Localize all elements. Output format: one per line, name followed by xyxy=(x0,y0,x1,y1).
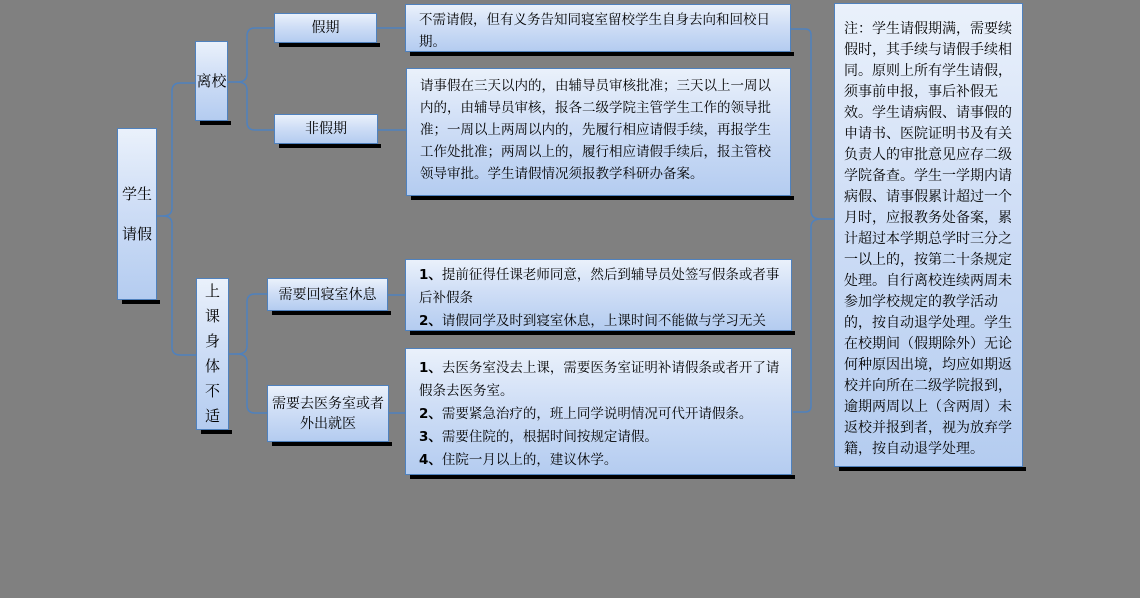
node-go-to-clinic-label: 需要去医务室或者外出就医 xyxy=(272,395,384,432)
connector-root-chevron xyxy=(163,208,172,224)
dorm-rule-number: 2、 xyxy=(419,313,442,329)
clinic-rule-number: 2、 xyxy=(419,406,442,422)
node-sick-in-class[interactable] xyxy=(196,278,229,430)
node-holiday-label: 假期 xyxy=(311,20,340,36)
clinic-rule-text: 去医务室没去上课，需要医务室证明补请假条或者开了请假条去医务室。 xyxy=(419,360,780,399)
node-back-to-dorm[interactable] xyxy=(267,278,388,311)
connector-leave-to-holiday xyxy=(247,28,274,74)
clinic-rule-item xyxy=(419,449,785,472)
dorm-rule-number: 1、 xyxy=(419,267,442,283)
node-non-holiday-label: 非假期 xyxy=(305,121,347,137)
clinic-rule-item xyxy=(419,426,785,449)
clinic-rule-item xyxy=(419,357,785,403)
connector-note-chevron xyxy=(811,211,821,227)
note-text: 注：学生请假期满，需要续假时，其手续与请假手续相同。原则上所有学生请假，须事前申报，事后补假无效。学生请病假、请事假的申请书、医院证明书及有关负责人的审批意见应存二级学院备查。学生一学期内请病假、请事假累计超过一个月时，应报教务处备案，累计超过本学期总学时三分之一以上的，按第二十条规定处理。自行离校连续两周未参加学校规定的教学活动的，按自动退学处理。学生在校期间（假期除外）无论何种原因出境，均应如期返校并向所在二级学院报到，逾期两周以上（含两周）未返校并报到者，视为放弃学籍，按自动退学处理。 xyxy=(844,21,1012,457)
dorm-rule-text: 请假同学及时到寝室休息，上课时间不能做与学习无关 xyxy=(441,313,766,329)
node-non-holiday[interactable] xyxy=(274,114,378,144)
connector-sick-to-dorm xyxy=(247,294,267,346)
connector-leave-chevron xyxy=(237,74,247,90)
connector-sick-to-clinic xyxy=(247,362,267,413)
clinic-rule-text: 需要紧急治疗的，班上同学说明情况可代开请假条。 xyxy=(441,406,753,422)
connector-root-to-sick xyxy=(172,224,196,355)
detail-clinic-rules[interactable] xyxy=(405,348,792,475)
note-box[interactable] xyxy=(834,3,1023,467)
clinic-rule-text: 需要住院的，根据时间按规定请假。 xyxy=(441,429,658,445)
detail-non-holiday-note-text: 请事假在三天以内的，由辅导员审核批准；三天以上一周以内的，由辅导员审核，报各二级学院主管学生工作的领导批准；一周以上两周以内的，先履行相应请假手续，再报学生工作处批准；两周以上的，履行相应请假手续后，报主管校领导审批。学生请假情况须报教学科研办备案。 xyxy=(420,78,771,182)
connector-bottom-to-note xyxy=(793,227,811,412)
detail-holiday-note[interactable] xyxy=(405,4,791,52)
detail-dorm-rules[interactable] xyxy=(405,259,792,331)
node-go-to-clinic[interactable] xyxy=(267,385,389,442)
node-student-leave[interactable] xyxy=(117,128,157,300)
connector-top-to-note xyxy=(791,29,811,211)
node-leave-school-label: 离校 xyxy=(196,72,227,90)
node-leave-school[interactable] xyxy=(195,41,228,121)
clinic-rule-text: 住院一月以上的，建议休学。 xyxy=(441,452,618,468)
connector-sick-chevron xyxy=(237,346,247,362)
clinic-rule-item xyxy=(419,403,785,426)
dorm-rule-item xyxy=(419,264,785,310)
node-back-to-dorm-label: 需要回寝室休息 xyxy=(278,286,377,303)
dorm-rule-text: 提前征得任课老师同意，然后到辅导员处签写假条或者事后补假条 xyxy=(419,267,780,306)
node-student-leave-label: 学生请假 xyxy=(121,185,152,243)
connector-leave-to-nonholiday xyxy=(247,90,274,130)
node-holiday[interactable] xyxy=(274,13,377,43)
detail-non-holiday-note[interactable] xyxy=(406,68,791,196)
clinic-rule-number: 4、 xyxy=(419,452,442,468)
connector-root-to-leave xyxy=(172,83,195,208)
clinic-rule-number: 3、 xyxy=(419,429,442,445)
detail-holiday-note-text: 不需请假，但有义务告知同寝室留校学生自身去向和回校日期。 xyxy=(419,12,770,50)
clinic-rule-number: 1、 xyxy=(419,360,442,376)
dorm-rule-item xyxy=(419,310,785,333)
node-sick-in-class-label: 上课身体不适 xyxy=(205,282,221,425)
